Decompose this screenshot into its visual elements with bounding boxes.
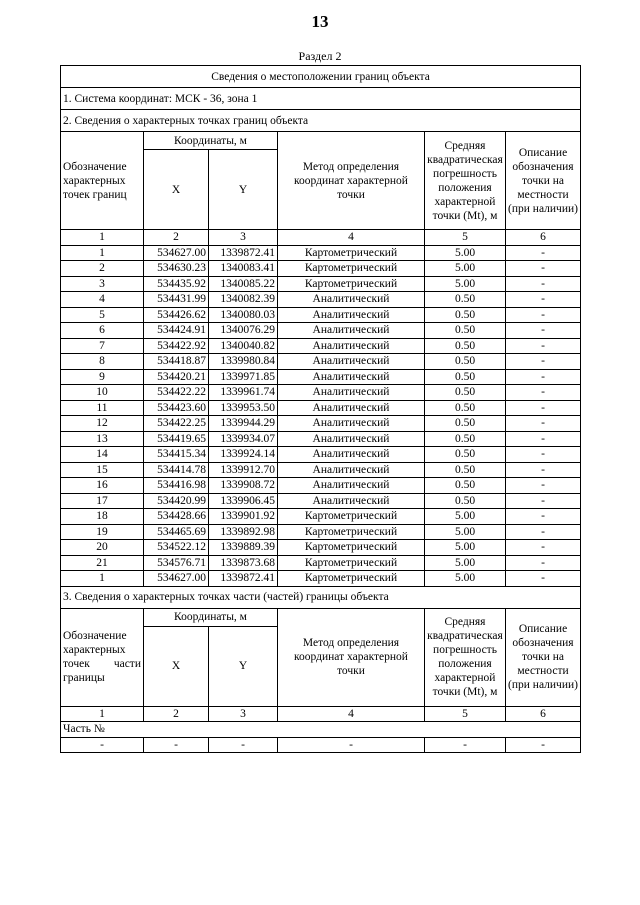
table-title-row bbox=[61, 66, 581, 88]
x-coord-cell: 534422.92 bbox=[144, 338, 209, 354]
point-number-cell: 13 bbox=[61, 431, 144, 447]
method-cell: Картометрический bbox=[278, 245, 425, 261]
table-row bbox=[61, 276, 581, 292]
header-coords: Координаты, м bbox=[144, 132, 278, 150]
x-coord-cell: 534435.92 bbox=[144, 276, 209, 292]
coord-system-row bbox=[61, 88, 581, 110]
description-cell: - bbox=[506, 462, 581, 478]
description-cell: - bbox=[506, 261, 581, 277]
error-cell: 5.00 bbox=[425, 276, 506, 292]
description-cell: - bbox=[506, 369, 581, 385]
x-coord-cell: 534426.62 bbox=[144, 307, 209, 323]
method-cell: Картометрический bbox=[278, 276, 425, 292]
error-cell: 0.50 bbox=[425, 292, 506, 308]
error-cell: 5.00 bbox=[425, 261, 506, 277]
x-coord-cell: 534431.99 bbox=[144, 292, 209, 308]
colnum-cell: 2 bbox=[144, 706, 209, 722]
error-cell: 0.50 bbox=[425, 447, 506, 463]
y-coord-cell: 1340083.41 bbox=[209, 261, 278, 277]
x-coord-cell: 534627.00 bbox=[144, 245, 209, 261]
section3-header-row bbox=[61, 608, 581, 626]
description-cell: - bbox=[506, 338, 581, 354]
x-coord-cell: 534422.25 bbox=[144, 416, 209, 432]
error-cell: 0.50 bbox=[425, 493, 506, 509]
table-row bbox=[61, 369, 581, 385]
table-row bbox=[61, 261, 581, 277]
description-cell: - bbox=[506, 540, 581, 556]
method-cell: Аналитический bbox=[278, 338, 425, 354]
y-coord-cell: 1340080.03 bbox=[209, 307, 278, 323]
point-number-cell: 5 bbox=[61, 307, 144, 323]
x-coord-cell: 534414.78 bbox=[144, 462, 209, 478]
x-coord-cell: 534630.23 bbox=[144, 261, 209, 277]
error-cell: 0.50 bbox=[425, 400, 506, 416]
y-coord-cell: 1339971.85 bbox=[209, 369, 278, 385]
x-coord-cell: 534627.00 bbox=[144, 571, 209, 587]
method-cell: Аналитический bbox=[278, 431, 425, 447]
y-coord-cell: 1339953.50 bbox=[209, 400, 278, 416]
point-number-cell: 17 bbox=[61, 493, 144, 509]
error-cell: 0.50 bbox=[425, 354, 506, 370]
header3-error: Средняя квадратическая погрешность положения характерной точки (Mt), м bbox=[425, 608, 506, 706]
point-number-cell: 20 bbox=[61, 540, 144, 556]
error-cell: 0.50 bbox=[425, 416, 506, 432]
empty-cell: - bbox=[144, 737, 209, 753]
error-cell: 5.00 bbox=[425, 555, 506, 571]
method-cell: Аналитический bbox=[278, 292, 425, 308]
x-coord-cell: 534415.34 bbox=[144, 447, 209, 463]
method-cell: Аналитический bbox=[278, 462, 425, 478]
header3-x: X bbox=[144, 626, 209, 706]
colnum-cell: 4 bbox=[278, 230, 425, 246]
x-coord-cell: 534522.12 bbox=[144, 540, 209, 556]
table-row bbox=[61, 447, 581, 463]
empty-cell: - bbox=[425, 737, 506, 753]
colnum-cell: 1 bbox=[61, 230, 144, 246]
point-number-cell: 2 bbox=[61, 261, 144, 277]
method-cell: Аналитический bbox=[278, 447, 425, 463]
method-cell: Аналитический bbox=[278, 369, 425, 385]
y-coord-cell: 1339872.41 bbox=[209, 245, 278, 261]
description-cell: - bbox=[506, 571, 581, 587]
method-cell: Аналитический bbox=[278, 385, 425, 401]
table-row bbox=[61, 462, 581, 478]
point-number-cell: 19 bbox=[61, 524, 144, 540]
error-cell: 0.50 bbox=[425, 307, 506, 323]
y-coord-cell: 1340085.22 bbox=[209, 276, 278, 292]
point-number-cell: 8 bbox=[61, 354, 144, 370]
error-cell: 0.50 bbox=[425, 338, 506, 354]
section2-colnum-row bbox=[61, 230, 581, 246]
part-label-row bbox=[61, 722, 581, 738]
point-number-cell: 10 bbox=[61, 385, 144, 401]
y-coord-cell: 1339892.98 bbox=[209, 524, 278, 540]
header3-y: Y bbox=[209, 626, 278, 706]
method-cell: Картометрический bbox=[278, 524, 425, 540]
point-number-cell: 16 bbox=[61, 478, 144, 494]
section2-header-row bbox=[61, 132, 581, 150]
table-title: Сведения о местоположении границ объекта bbox=[61, 66, 581, 88]
table-row bbox=[61, 493, 581, 509]
method-cell: Аналитический bbox=[278, 493, 425, 509]
header-y: Y bbox=[209, 150, 278, 230]
method-cell: Аналитический bbox=[278, 400, 425, 416]
point-number-cell: 1 bbox=[61, 245, 144, 261]
x-coord-cell: 534420.99 bbox=[144, 493, 209, 509]
description-cell: - bbox=[506, 478, 581, 494]
colnum-cell: 5 bbox=[425, 230, 506, 246]
point-number-cell: 11 bbox=[61, 400, 144, 416]
header-error: Средняя квадратическая погрешность положения характерной точки (Mt), м bbox=[425, 132, 506, 230]
x-coord-cell: 534428.66 bbox=[144, 509, 209, 525]
y-coord-cell: 1339980.84 bbox=[209, 354, 278, 370]
section3-title-row bbox=[61, 586, 581, 608]
table-row bbox=[61, 431, 581, 447]
point-number-cell: 14 bbox=[61, 447, 144, 463]
section2-title: 2. Сведения о характерных точках границ объекта bbox=[61, 110, 581, 132]
description-cell: - bbox=[506, 276, 581, 292]
y-coord-cell: 1339906.45 bbox=[209, 493, 278, 509]
method-cell: Картометрический bbox=[278, 540, 425, 556]
table-row bbox=[61, 509, 581, 525]
description-cell: - bbox=[506, 385, 581, 401]
table-row bbox=[61, 245, 581, 261]
y-coord-cell: 1339961.74 bbox=[209, 385, 278, 401]
point-number-cell: 21 bbox=[61, 555, 144, 571]
point-number-cell: 12 bbox=[61, 416, 144, 432]
method-cell: Аналитический bbox=[278, 354, 425, 370]
description-cell: - bbox=[506, 245, 581, 261]
method-cell: Картометрический bbox=[278, 509, 425, 525]
point-number-cell: 18 bbox=[61, 509, 144, 525]
description-cell: - bbox=[506, 307, 581, 323]
x-coord-cell: 534576.71 bbox=[144, 555, 209, 571]
point-number-cell: 6 bbox=[61, 323, 144, 339]
colnum-cell: 2 bbox=[144, 230, 209, 246]
y-coord-cell: 1340076.29 bbox=[209, 323, 278, 339]
method-cell: Картометрический bbox=[278, 555, 425, 571]
section3-colnum-row bbox=[61, 706, 581, 722]
colnum-cell: 3 bbox=[209, 230, 278, 246]
error-cell: 0.50 bbox=[425, 385, 506, 401]
point-number-cell: 3 bbox=[61, 276, 144, 292]
table-row bbox=[61, 416, 581, 432]
error-cell: 5.00 bbox=[425, 509, 506, 525]
section-label: Раздел 2 bbox=[298, 49, 342, 63]
page-number: 13 bbox=[311, 12, 329, 31]
description-cell: - bbox=[506, 400, 581, 416]
colnum-cell: 6 bbox=[506, 706, 581, 722]
y-coord-cell: 1339934.07 bbox=[209, 431, 278, 447]
colnum-cell: 3 bbox=[209, 706, 278, 722]
point-number-cell: 1 bbox=[61, 571, 144, 587]
x-coord-cell: 534465.69 bbox=[144, 524, 209, 540]
description-cell: - bbox=[506, 416, 581, 432]
description-cell: - bbox=[506, 354, 581, 370]
description-cell: - bbox=[506, 509, 581, 525]
method-cell: Картометрический bbox=[278, 261, 425, 277]
table-row bbox=[61, 555, 581, 571]
header3-description: Описание обозначения точки на местности (при наличии) bbox=[506, 608, 581, 706]
x-coord-cell: 534416.98 bbox=[144, 478, 209, 494]
empty-cell: - bbox=[278, 737, 425, 753]
error-cell: 0.50 bbox=[425, 462, 506, 478]
y-coord-cell: 1339924.14 bbox=[209, 447, 278, 463]
y-coord-cell: 1339889.39 bbox=[209, 540, 278, 556]
y-coord-cell: 1340082.39 bbox=[209, 292, 278, 308]
x-coord-cell: 534423.60 bbox=[144, 400, 209, 416]
y-coord-cell: 1339901.92 bbox=[209, 509, 278, 525]
table-row bbox=[61, 354, 581, 370]
table-row bbox=[61, 571, 581, 587]
empty-cell: - bbox=[506, 737, 581, 753]
point-number-cell: 7 bbox=[61, 338, 144, 354]
header-designation: Обозначение характерных точек границ bbox=[61, 132, 144, 230]
x-coord-cell: 534424.91 bbox=[144, 323, 209, 339]
coord-system: 1. Система координат: МСК - 36, зона 1 bbox=[61, 88, 581, 110]
table-row bbox=[61, 323, 581, 339]
header-method: Метод определения координат характерной точки bbox=[278, 132, 425, 230]
method-cell: Картометрический bbox=[278, 571, 425, 587]
description-cell: - bbox=[506, 292, 581, 308]
header3-coords: Координаты, м bbox=[144, 608, 278, 626]
table-row bbox=[61, 292, 581, 308]
description-cell: - bbox=[506, 431, 581, 447]
section3-title: 3. Сведения о характерных точках части (частей) границы объекта bbox=[61, 586, 581, 608]
empty-cell: - bbox=[209, 737, 278, 753]
error-cell: 5.00 bbox=[425, 524, 506, 540]
method-cell: Аналитический bbox=[278, 478, 425, 494]
section3-empty-row bbox=[61, 737, 581, 753]
colnum-cell: 4 bbox=[278, 706, 425, 722]
table-row bbox=[61, 307, 581, 323]
table-row bbox=[61, 478, 581, 494]
table-row bbox=[61, 540, 581, 556]
boundary-table bbox=[60, 65, 581, 753]
point-number-cell: 15 bbox=[61, 462, 144, 478]
empty-cell: - bbox=[61, 737, 144, 753]
description-cell: - bbox=[506, 555, 581, 571]
error-cell: 5.00 bbox=[425, 245, 506, 261]
x-coord-cell: 534418.87 bbox=[144, 354, 209, 370]
header3-designation: Обозначение характерных точек части границы bbox=[61, 608, 144, 706]
x-coord-cell: 534420.21 bbox=[144, 369, 209, 385]
error-cell: 5.00 bbox=[425, 571, 506, 587]
method-cell: Аналитический bbox=[278, 307, 425, 323]
y-coord-cell: 1339944.29 bbox=[209, 416, 278, 432]
x-coord-cell: 534419.65 bbox=[144, 431, 209, 447]
colnum-cell: 5 bbox=[425, 706, 506, 722]
y-coord-cell: 1339908.72 bbox=[209, 478, 278, 494]
colnum-cell: 1 bbox=[61, 706, 144, 722]
part-label: Часть № bbox=[61, 722, 581, 738]
point-number-cell: 4 bbox=[61, 292, 144, 308]
header3-method: Метод определения координат характерной точки bbox=[278, 608, 425, 706]
description-cell: - bbox=[506, 524, 581, 540]
description-cell: - bbox=[506, 493, 581, 509]
method-cell: Аналитический bbox=[278, 416, 425, 432]
y-coord-cell: 1339912.70 bbox=[209, 462, 278, 478]
error-cell: 0.50 bbox=[425, 478, 506, 494]
header-description: Описание обозначения точки на местности (при наличии) bbox=[506, 132, 581, 230]
table-row bbox=[61, 385, 581, 401]
header-x: X bbox=[144, 150, 209, 230]
x-coord-cell: 534422.22 bbox=[144, 385, 209, 401]
error-cell: 5.00 bbox=[425, 540, 506, 556]
y-coord-cell: 1339873.68 bbox=[209, 555, 278, 571]
y-coord-cell: 1339872.41 bbox=[209, 571, 278, 587]
error-cell: 0.50 bbox=[425, 369, 506, 385]
y-coord-cell: 1340040.82 bbox=[209, 338, 278, 354]
error-cell: 0.50 bbox=[425, 431, 506, 447]
table-row bbox=[61, 338, 581, 354]
point-number-cell: 9 bbox=[61, 369, 144, 385]
description-cell: - bbox=[506, 323, 581, 339]
description-cell: - bbox=[506, 447, 581, 463]
section2-title-row bbox=[61, 110, 581, 132]
table-row bbox=[61, 524, 581, 540]
method-cell: Аналитический bbox=[278, 323, 425, 339]
table-row bbox=[61, 400, 581, 416]
error-cell: 0.50 bbox=[425, 323, 506, 339]
colnum-cell: 6 bbox=[506, 230, 581, 246]
